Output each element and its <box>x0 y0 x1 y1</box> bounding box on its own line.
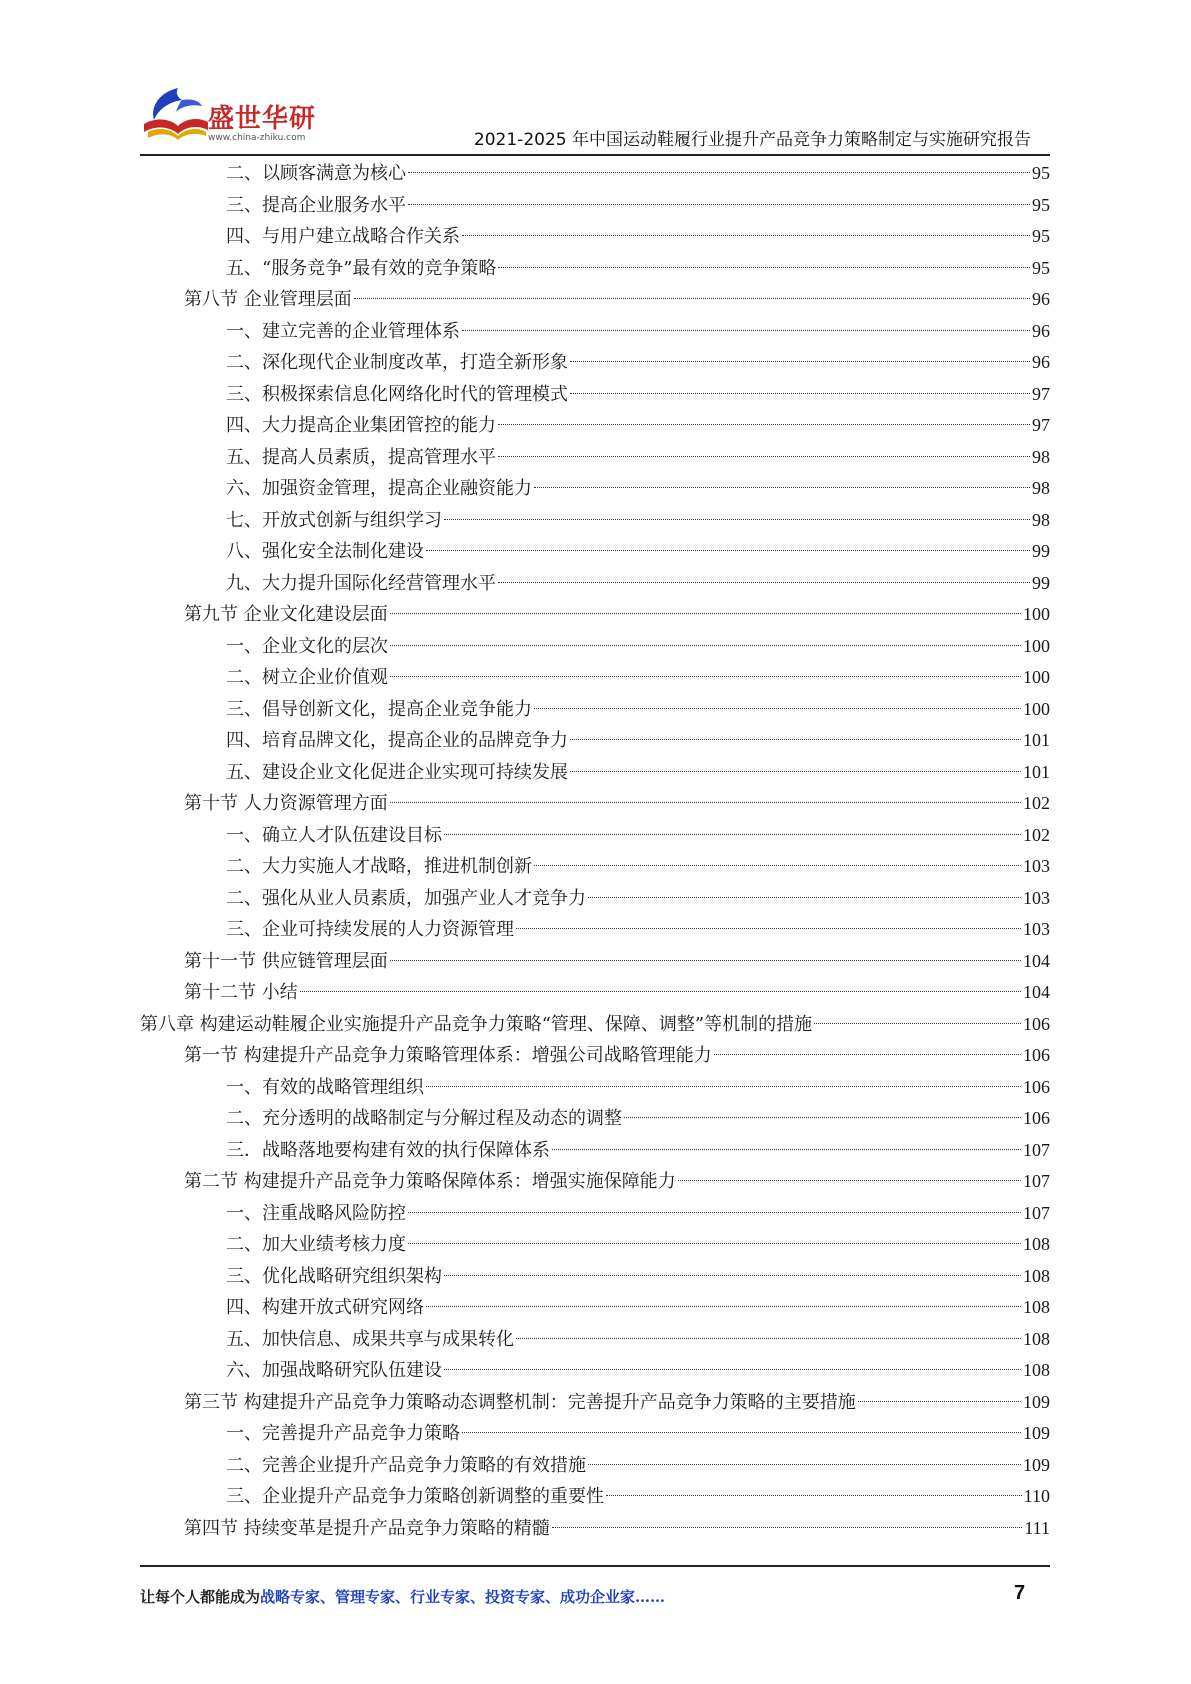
toc-entry-title: 五、建设企业文化促进企业实现可持续发展 <box>226 761 568 783</box>
toc-entry-page: 103 <box>1023 887 1050 908</box>
toc-entry[interactable] <box>140 536 1050 568</box>
toc-entry-title: 一、有效的战略管理组织 <box>226 1076 424 1098</box>
toc-dot-leader <box>552 1527 1023 1528</box>
report-title: 2021-2025 年中国运动鞋履行业提升产品竞争力策略制定与实施研究报告 <box>473 130 1031 150</box>
toc-entry[interactable] <box>140 190 1050 222</box>
toc-dot-leader <box>588 1464 1021 1465</box>
toc-entry[interactable] <box>140 883 1050 915</box>
toc-entry-title: 四、与用户建立战略合作关系 <box>226 226 460 247</box>
toc-entry[interactable] <box>140 442 1050 474</box>
toc-entry-page: 102 <box>1023 793 1050 813</box>
toc-entry-page: 95 <box>1032 226 1050 246</box>
toc-entry-page: 107 <box>1023 1139 1050 1160</box>
toc-entry-page: 98 <box>1032 446 1050 467</box>
toc-entry-title: 一、建立完善的企业管理体系 <box>226 320 460 342</box>
slogan-highlight: 战略专家、管理专家、行业专家、投资专家、成功企业家…… <box>260 1588 666 1606</box>
toc-entry[interactable] <box>140 1450 1050 1482</box>
toc-entry[interactable] <box>140 568 1050 600</box>
toc-entry[interactable] <box>140 1166 1050 1198</box>
toc-entry-title: 一、企业文化的层次 <box>226 635 388 657</box>
toc-entry-page: 103 <box>1023 919 1050 939</box>
toc-entry[interactable] <box>140 1009 1050 1041</box>
toc-dot-leader <box>300 991 1021 992</box>
toc-entry-title: 五、“服务竞争”最有效的竞争策略 <box>226 257 497 279</box>
toc-dot-leader <box>444 834 1021 835</box>
toc-entry[interactable] <box>140 1135 1050 1167</box>
toc-entry-title: 二、深化现代企业制度改革，打造全新形象 <box>226 352 568 373</box>
toc-entry-title: 五、加快信息、成果共享与成果转化 <box>226 1328 514 1350</box>
toc-entry[interactable] <box>140 662 1050 694</box>
toc-entry-page: 96 <box>1032 352 1050 372</box>
toc-entry[interactable] <box>140 946 1050 978</box>
toc-dot-leader <box>390 676 1021 677</box>
toc-entry-page: 106 <box>1023 1076 1050 1097</box>
toc-entry-title: 四、培育品牌文化，提高企业的品牌竞争力 <box>226 730 568 751</box>
toc-entry-title: 六、加强资金管理，提高企业融资能力 <box>226 478 532 499</box>
toc-entry-title: 三、企业提升产品竞争力策略创新调整的重要性 <box>226 1486 604 1507</box>
toc-entry-title: 一、完善提升产品竞争力策略 <box>226 1423 460 1444</box>
toc-entry-page: 110 <box>1023 1486 1050 1506</box>
toc-entry-title: 二、大力实施人才战略，推进机制创新 <box>226 856 532 877</box>
toc-dot-leader <box>498 267 1030 268</box>
toc-entry[interactable] <box>140 820 1050 852</box>
toc-dot-leader <box>534 865 1021 866</box>
toc-entry[interactable] <box>140 914 1050 946</box>
toc-dot-leader <box>498 424 1030 425</box>
toc-entry-page: 108 <box>1023 1360 1050 1380</box>
toc-entry-title: 二、树立企业价值观 <box>226 667 388 688</box>
toc-entry-title: 第八章 构建运动鞋履企业实施提升产品竞争力策略“管理、保障、调整”等机制的措施 <box>140 1013 813 1035</box>
brand-name: 盛世华研 <box>208 104 317 134</box>
toc-entry-page: 108 <box>1023 1265 1050 1286</box>
toc-entry-title: 三、优化战略研究组织架构 <box>226 1265 442 1287</box>
toc-entry-page: 111 <box>1024 1517 1050 1538</box>
toc-entry-title: 三、提高企业服务水平 <box>226 194 406 216</box>
toc-dot-leader <box>552 1149 1021 1150</box>
toc-entry-page: 95 <box>1032 163 1050 183</box>
toc-dot-leader <box>516 928 1021 929</box>
toc-dot-leader <box>858 1401 1021 1402</box>
toc-entry-page: 109 <box>1023 1454 1050 1475</box>
toc-entry-page: 95 <box>1032 194 1050 215</box>
toc-dot-leader <box>516 1338 1021 1339</box>
toc-entry-title: 九、大力提升国际化经营管理水平 <box>226 572 496 594</box>
toc-entry-page: 99 <box>1032 541 1050 561</box>
toc-entry[interactable] <box>140 347 1050 379</box>
toc-entry-page: 106 <box>1023 1108 1050 1128</box>
toc-entry-page: 100 <box>1023 667 1050 687</box>
toc-entry-page: 100 <box>1023 604 1050 624</box>
toc-entry[interactable] <box>140 1387 1050 1419</box>
toc-dot-leader <box>570 771 1021 772</box>
toc-entry-title: 四、大力提高企业集团管控的能力 <box>226 415 496 436</box>
toc-entry-title: 二、充分透明的战略制定与分解过程及动态的调整 <box>226 1108 622 1129</box>
toc-entry[interactable] <box>140 788 1050 820</box>
toc-dot-leader <box>444 1369 1021 1370</box>
toc-dot-leader <box>444 1275 1021 1276</box>
toc-entry-title: 第八节 企业管理层面 <box>184 289 352 310</box>
toc-dot-leader <box>606 1495 1022 1496</box>
toc-dot-leader <box>588 897 1021 898</box>
toc-entry-page: 108 <box>1023 1234 1050 1254</box>
toc-dot-leader <box>390 645 1021 646</box>
toc-entry-title: 六、加强战略研究队伍建设 <box>226 1360 442 1381</box>
toc-entry[interactable] <box>140 1261 1050 1293</box>
toc-entry-title: 八、强化安全法制化建设 <box>226 541 424 562</box>
toc-dot-leader <box>498 582 1030 583</box>
toc-entry[interactable] <box>140 599 1050 631</box>
toc-entry-page: 96 <box>1032 320 1050 341</box>
toc-dot-leader <box>354 298 1030 299</box>
table-of-contents <box>140 158 1050 1544</box>
toc-dot-leader <box>570 361 1030 362</box>
toc-entry-title: 二、完善企业提升产品竞争力策略的有效措施 <box>226 1454 586 1476</box>
toc-entry[interactable] <box>140 1040 1050 1072</box>
toc-dot-leader <box>426 550 1030 551</box>
toc-entry-title: 第十一节 供应链管理层面 <box>184 950 388 972</box>
toc-entry[interactable] <box>140 1198 1050 1230</box>
toc-entry-title: 二、强化从业人员素质，加强产业人才竞争力 <box>226 887 586 909</box>
toc-entry[interactable] <box>140 1418 1050 1450</box>
toc-entry-title: 一、确立人才队伍建设目标 <box>226 824 442 846</box>
toc-entry-title: 第十节 人力资源管理方面 <box>184 793 388 814</box>
toc-entry-page: 109 <box>1023 1391 1050 1412</box>
toc-entry-page: 100 <box>1023 635 1050 656</box>
toc-entry-title: 三、倡导创新文化，提高企业竞争能力 <box>226 698 532 720</box>
toc-entry[interactable] <box>140 1229 1050 1261</box>
toc-dot-leader <box>570 393 1030 394</box>
toc-dot-leader <box>408 204 1030 205</box>
toc-entry[interactable] <box>140 1513 1050 1545</box>
toc-entry[interactable] <box>140 1103 1050 1135</box>
toc-entry-page: 108 <box>1023 1297 1050 1317</box>
toc-entry-page: 98 <box>1032 478 1050 498</box>
toc-entry[interactable] <box>140 1355 1050 1387</box>
toc-entry[interactable] <box>140 1292 1050 1324</box>
toc-entry[interactable] <box>140 221 1050 253</box>
toc-dot-leader <box>714 1054 1021 1055</box>
toc-entry-page: 97 <box>1032 415 1050 435</box>
toc-dot-leader <box>426 1306 1021 1307</box>
toc-entry-page: 101 <box>1023 761 1050 782</box>
toc-dot-leader <box>390 613 1021 614</box>
toc-dot-leader <box>534 487 1030 488</box>
header-divider <box>140 154 1050 156</box>
toc-entry-page: 109 <box>1023 1423 1050 1443</box>
toc-entry-page: 107 <box>1023 1171 1050 1191</box>
toc-dot-leader <box>408 1212 1021 1213</box>
toc-entry-page: 108 <box>1023 1328 1050 1349</box>
toc-entry-page: 104 <box>1023 950 1050 971</box>
toc-entry-title: 三、积极探索信息化网络化时代的管理模式 <box>226 383 568 405</box>
toc-entry[interactable] <box>140 851 1050 883</box>
toc-entry[interactable] <box>140 158 1050 190</box>
toc-entry-page: 106 <box>1023 1045 1050 1065</box>
toc-entry-title: 第一节 构建提升产品竞争力策略管理体系：增强公司战略管理能力 <box>184 1045 712 1066</box>
toc-entry-title: 二、以顾客满意为核心 <box>226 163 406 184</box>
page-number: 7 <box>1014 1582 1026 1604</box>
toc-dot-leader <box>426 1086 1021 1087</box>
toc-entry[interactable] <box>140 1072 1050 1104</box>
toc-entry-page: 102 <box>1023 824 1050 845</box>
toc-entry-title: 七、开放式创新与组织学习 <box>226 509 442 531</box>
toc-dot-leader <box>390 960 1021 961</box>
toc-entry-title: 第四节 持续变革是提升产品竞争力策略的精髓 <box>184 1517 550 1539</box>
toc-dot-leader <box>408 1243 1021 1244</box>
toc-entry-title: 二、加大业绩考核力度 <box>226 1234 406 1255</box>
toc-dot-leader <box>534 708 1021 709</box>
toc-entry-page: 104 <box>1023 982 1050 1002</box>
toc-entry-title: 第九节 企业文化建设层面 <box>184 604 388 625</box>
toc-entry-page: 96 <box>1032 289 1050 309</box>
toc-dot-leader <box>624 1117 1021 1118</box>
toc-entry-page: 100 <box>1023 698 1050 719</box>
toc-entry-page: 99 <box>1032 572 1050 593</box>
toc-entry[interactable] <box>140 379 1050 411</box>
toc-entry-title: 第三节 构建提升产品竞争力策略动态调整机制：完善提升产品竞争力策略的主要措施 <box>184 1391 856 1413</box>
toc-entry-title: 五、提高人员素质，提高管理水平 <box>226 446 496 468</box>
toc-entry-title: 第二节 构建提升产品竞争力策略保障体系：增强实施保障能力 <box>184 1171 676 1192</box>
page-header <box>0 0 1191 160</box>
toc-entry-title: 第十二节 小结 <box>184 982 298 1003</box>
toc-entry-title: 三．战略落地要构建有效的执行保障体系 <box>226 1139 550 1161</box>
toc-entry[interactable] <box>140 473 1050 505</box>
toc-entry-title: 三、企业可持续发展的人力资源管理 <box>226 919 514 940</box>
toc-entry[interactable] <box>140 631 1050 663</box>
toc-dot-leader <box>498 456 1030 457</box>
toc-dot-leader <box>814 1023 1021 1024</box>
toc-entry-page: 95 <box>1032 257 1050 278</box>
toc-dot-leader <box>462 330 1030 331</box>
toc-entry-title: 一、注重战略风险防控 <box>226 1202 406 1224</box>
toc-entry-page: 106 <box>1023 1013 1050 1034</box>
toc-entry-title: 四、构建开放式研究网络 <box>226 1297 424 1318</box>
brand-url: www.china-zhiku.com <box>208 133 306 143</box>
toc-entry[interactable] <box>140 1324 1050 1356</box>
toc-entry[interactable] <box>140 284 1050 316</box>
toc-entry[interactable] <box>140 977 1050 1009</box>
toc-entry[interactable] <box>140 694 1050 726</box>
toc-entry-page: 98 <box>1032 509 1050 530</box>
toc-dot-leader <box>408 172 1030 173</box>
toc-entry[interactable] <box>140 725 1050 757</box>
toc-dot-leader <box>462 1432 1021 1433</box>
toc-entry[interactable] <box>140 410 1050 442</box>
toc-entry[interactable] <box>140 1481 1050 1513</box>
toc-dot-leader <box>570 739 1021 740</box>
toc-dot-leader <box>444 519 1030 520</box>
toc-dot-leader <box>390 802 1021 803</box>
toc-entry-page: 101 <box>1023 730 1050 750</box>
toc-entry-page: 103 <box>1023 856 1050 876</box>
toc-dot-leader <box>678 1180 1021 1181</box>
toc-entry-page: 107 <box>1023 1202 1050 1223</box>
toc-entry[interactable] <box>140 505 1050 537</box>
slogan-prefix: 让每个人都能成为 <box>140 1588 261 1606</box>
toc-dot-leader <box>462 235 1030 236</box>
toc-entry[interactable] <box>140 757 1050 789</box>
toc-entry-page: 97 <box>1032 383 1050 404</box>
footer-slogan <box>140 1586 665 1607</box>
toc-entry[interactable] <box>140 253 1050 285</box>
toc-entry[interactable] <box>140 316 1050 348</box>
footer-divider <box>140 1565 1050 1567</box>
